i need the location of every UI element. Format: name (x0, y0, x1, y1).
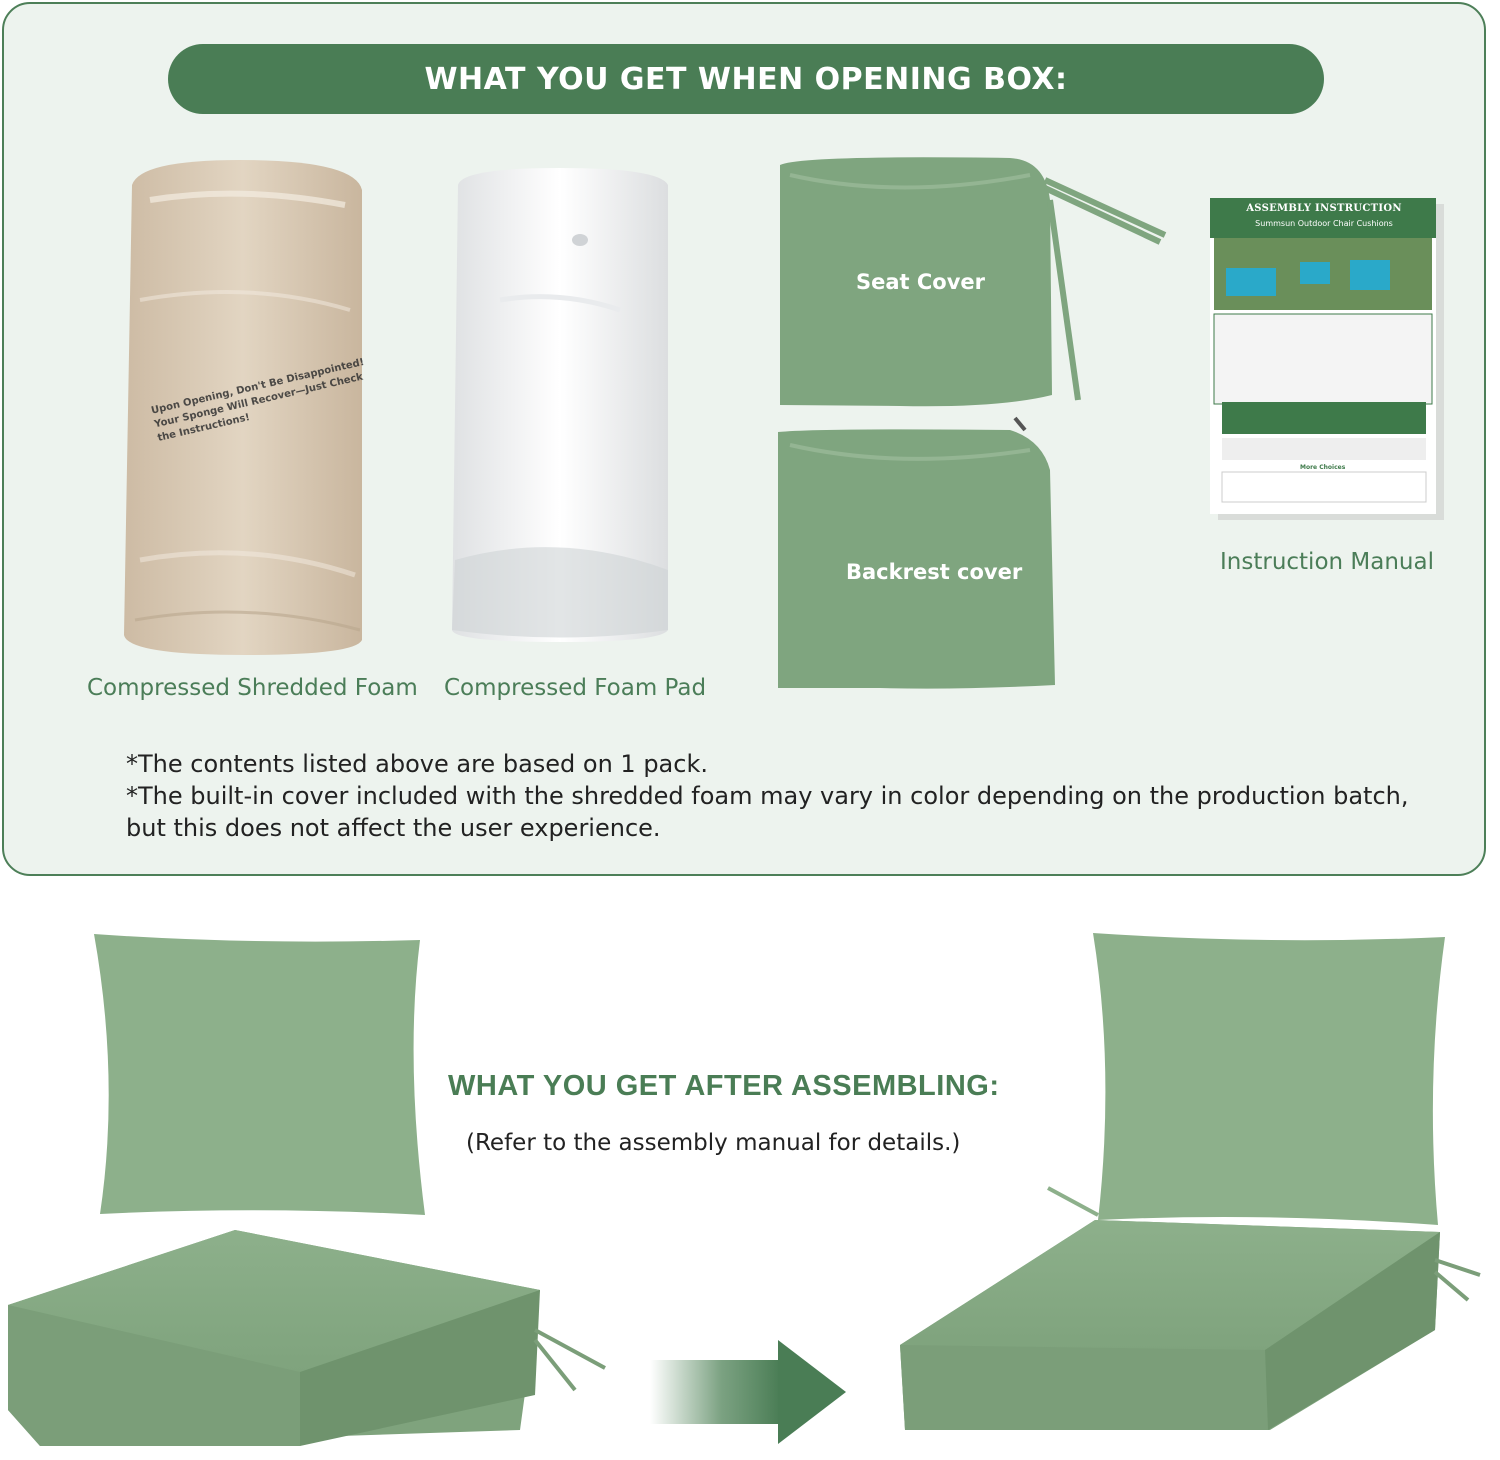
bag-print-text: Upon Opening, Don't Be Disappointed! Your Sponge Will Recover—Just Check the Instructions! (150, 356, 366, 444)
note-pack-contents: *The contents listed above are based on 1 pack. (126, 750, 708, 778)
manual-title: ASSEMBLY INSTRUCTION (1246, 203, 1402, 214)
foam-pad-roll-icon (452, 168, 668, 642)
item-label-shredded-foam: Compressed Shredded Foam (87, 675, 418, 701)
loose-seat-cushion-icon (8, 1230, 605, 1446)
item-label-backrest-cover: Backrest cover (846, 560, 1023, 584)
instruction-manual-icon (1210, 198, 1444, 520)
manual-subtitle: Summsun Outdoor Chair Cushions (1255, 219, 1393, 228)
manual-more-choices: More Choices (1300, 464, 1346, 471)
item-label-instruction-manual: Instruction Manual (1220, 549, 1434, 575)
backrest-cover-icon (778, 418, 1055, 689)
after-assembling-subtitle: (Refer to the assembly manual for details.) (466, 1130, 961, 1156)
assembled-seat-cushion-icon (900, 1220, 1480, 1430)
arrow-right-icon (650, 1340, 846, 1444)
box-contents-banner: WHAT YOU GET WHEN OPENING BOX: (168, 44, 1324, 114)
assembled-pillow-icon (1048, 933, 1445, 1225)
note-cover-color: *The built-in cover included with the shredded foam may vary in color depending on the production batch, but this does not affect the user experience. (126, 782, 1409, 842)
after-assembling-title: WHAT YOU GET AFTER ASSEMBLING: (448, 1070, 1000, 1102)
item-label-foam-pad: Compressed Foam Pad (444, 675, 707, 701)
item-label-seat-cover: Seat Cover (856, 270, 986, 294)
loose-pillow-icon (94, 934, 425, 1215)
